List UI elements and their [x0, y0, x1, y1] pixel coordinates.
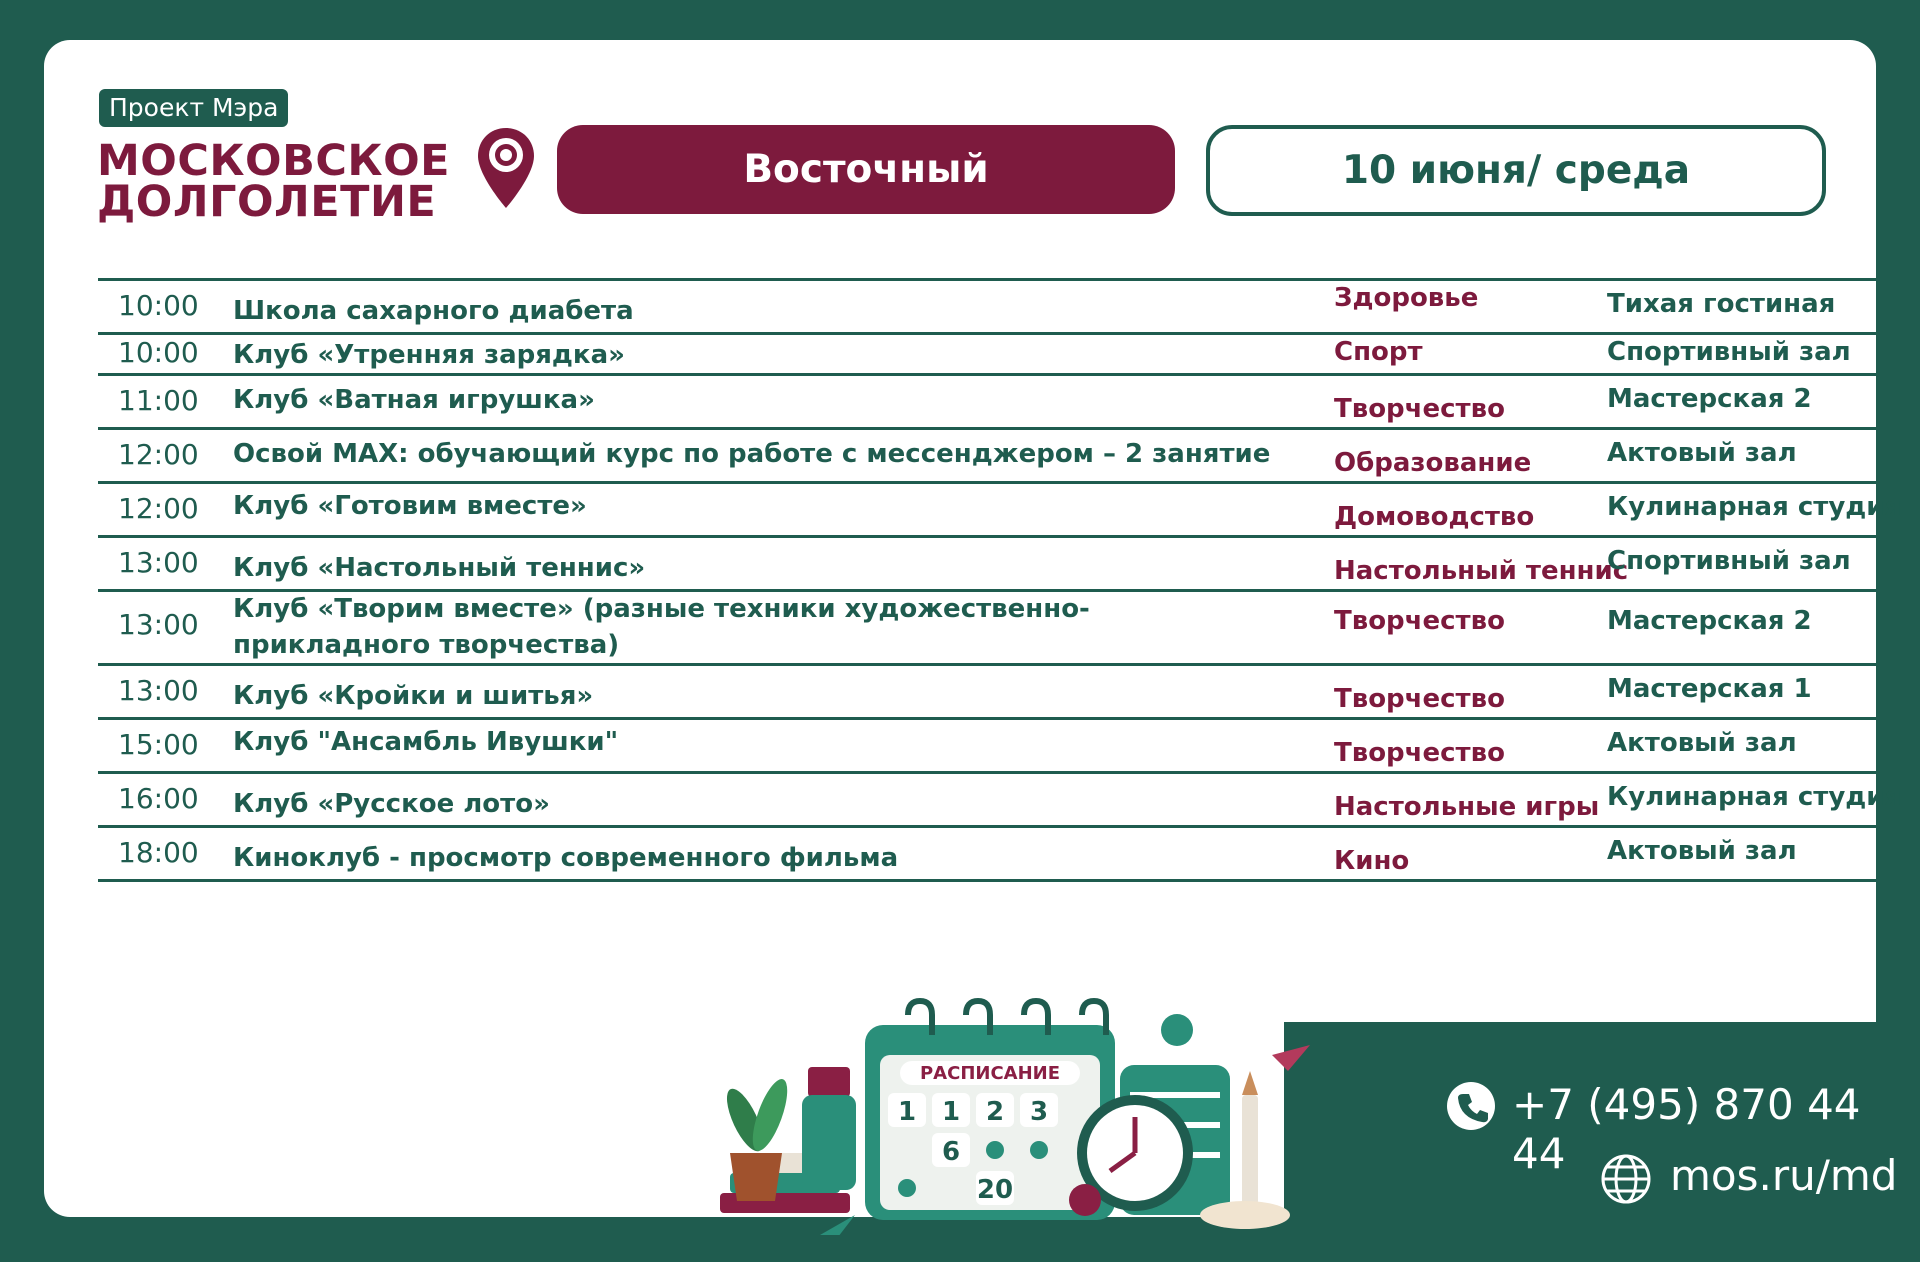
calendar-number: 3: [1029, 1097, 1049, 1127]
calendar-number: 1: [941, 1097, 961, 1127]
event-room: Актовый зал: [1607, 728, 1797, 758]
table-row: [98, 373, 1876, 427]
event-category: Кино: [1334, 846, 1410, 876]
event-category: Настольные игры: [1334, 792, 1600, 822]
event-title: Клуб "Ансамбль Ивушки": [233, 727, 619, 757]
event-time: 10:00: [118, 289, 199, 322]
event-room: Актовый зал: [1607, 836, 1797, 866]
event-title: Клуб «Настольный теннис»: [233, 553, 646, 583]
event-title: Киноклуб - просмотр современного фильма: [233, 843, 899, 873]
event-room: Мастерская 2: [1607, 384, 1812, 414]
calendar-label: РАСПИСАНИЕ: [919, 1063, 1061, 1084]
event-room: Спортивный зал: [1607, 546, 1851, 576]
event-room: Спортивный зал: [1607, 337, 1851, 367]
table-row: [98, 589, 1876, 663]
event-category: Здоровье: [1334, 283, 1479, 313]
calendar-number: 2: [985, 1097, 1005, 1127]
event-time: 13:00: [118, 608, 199, 641]
event-time: 13:00: [118, 674, 199, 707]
date-badge: 10 июня/ среда: [1206, 125, 1826, 216]
event-title: Клуб «Утренняя зарядка»: [233, 340, 625, 370]
table-row: [98, 717, 1876, 771]
event-time: 13:00: [118, 546, 199, 579]
table-row: [98, 278, 1876, 332]
event-time: 16:00: [118, 782, 199, 815]
event-category: Спорт: [1334, 337, 1423, 367]
table-row: [98, 663, 1876, 717]
phone-number[interactable]: +7 (495) 870 44 44: [1512, 1080, 1861, 1178]
globe-icon: [1600, 1153, 1652, 1205]
logo-line-1: МОСКОВСКОЕ: [97, 136, 451, 186]
event-category: Творчество: [1334, 606, 1505, 636]
event-room: Актовый зал: [1607, 438, 1797, 468]
district-badge: Восточный: [557, 125, 1175, 214]
table-row: [98, 332, 1876, 373]
table-row: [98, 825, 1876, 882]
table-row: [98, 481, 1902, 535]
calendar-number: 1: [897, 1097, 917, 1127]
event-time: 15:00: [118, 728, 199, 761]
phone-icon: [1446, 1081, 1496, 1131]
event-title: Клуб «Ватная игрушка»: [233, 385, 595, 415]
project-tag: Проект Мэра: [99, 89, 288, 127]
event-title: Клуб «Русское лото»: [233, 789, 550, 819]
calendar-number: 6: [941, 1137, 961, 1167]
event-category: Творчество: [1334, 684, 1505, 714]
event-time: 12:00: [118, 492, 199, 525]
schedule-illustration: [690, 975, 1310, 1235]
event-category: Творчество: [1334, 738, 1505, 768]
event-category: Домоводство: [1334, 502, 1535, 532]
event-title: Школа сахарного диабета: [233, 296, 634, 326]
event-room: Тихая гостиная: [1607, 289, 1836, 319]
event-category: Творчество: [1334, 394, 1505, 424]
event-title: Клуб «Готовим вместе»: [233, 491, 587, 521]
table-row: [98, 535, 1876, 589]
calendar-number: 20: [976, 1175, 1014, 1205]
event-time: 18:00: [118, 836, 199, 869]
location-pin-icon: [476, 126, 536, 210]
table-row: [98, 427, 1876, 481]
event-room: Кулинарная студия: [1607, 782, 1902, 812]
event-time: 11:00: [118, 384, 199, 417]
event-category: Образование: [1334, 448, 1532, 478]
event-category: Настольный теннис: [1334, 556, 1629, 586]
event-room: Кулинарная студия: [1607, 492, 1902, 522]
logo-line-2: ДОЛГОЛЕТИЕ: [97, 177, 437, 227]
website-link[interactable]: mos.ru/md: [1670, 1151, 1898, 1200]
event-title: Клуб «Творим вместе» (разные техники художественно-прикладного творчества): [233, 594, 1090, 660]
table-row: [98, 771, 1902, 825]
event-time: 10:00: [118, 336, 199, 369]
event-room: Мастерская 1: [1607, 674, 1812, 704]
event-time: 12:00: [118, 438, 199, 471]
event-title: Освой MAX: обучающий курс по работе с мессенджером – 2 занятие: [233, 439, 1271, 469]
event-title: Клуб «Кройки и шитья»: [233, 681, 594, 711]
event-room: Мастерская 2: [1607, 606, 1812, 636]
schedule-table: [98, 278, 1902, 882]
